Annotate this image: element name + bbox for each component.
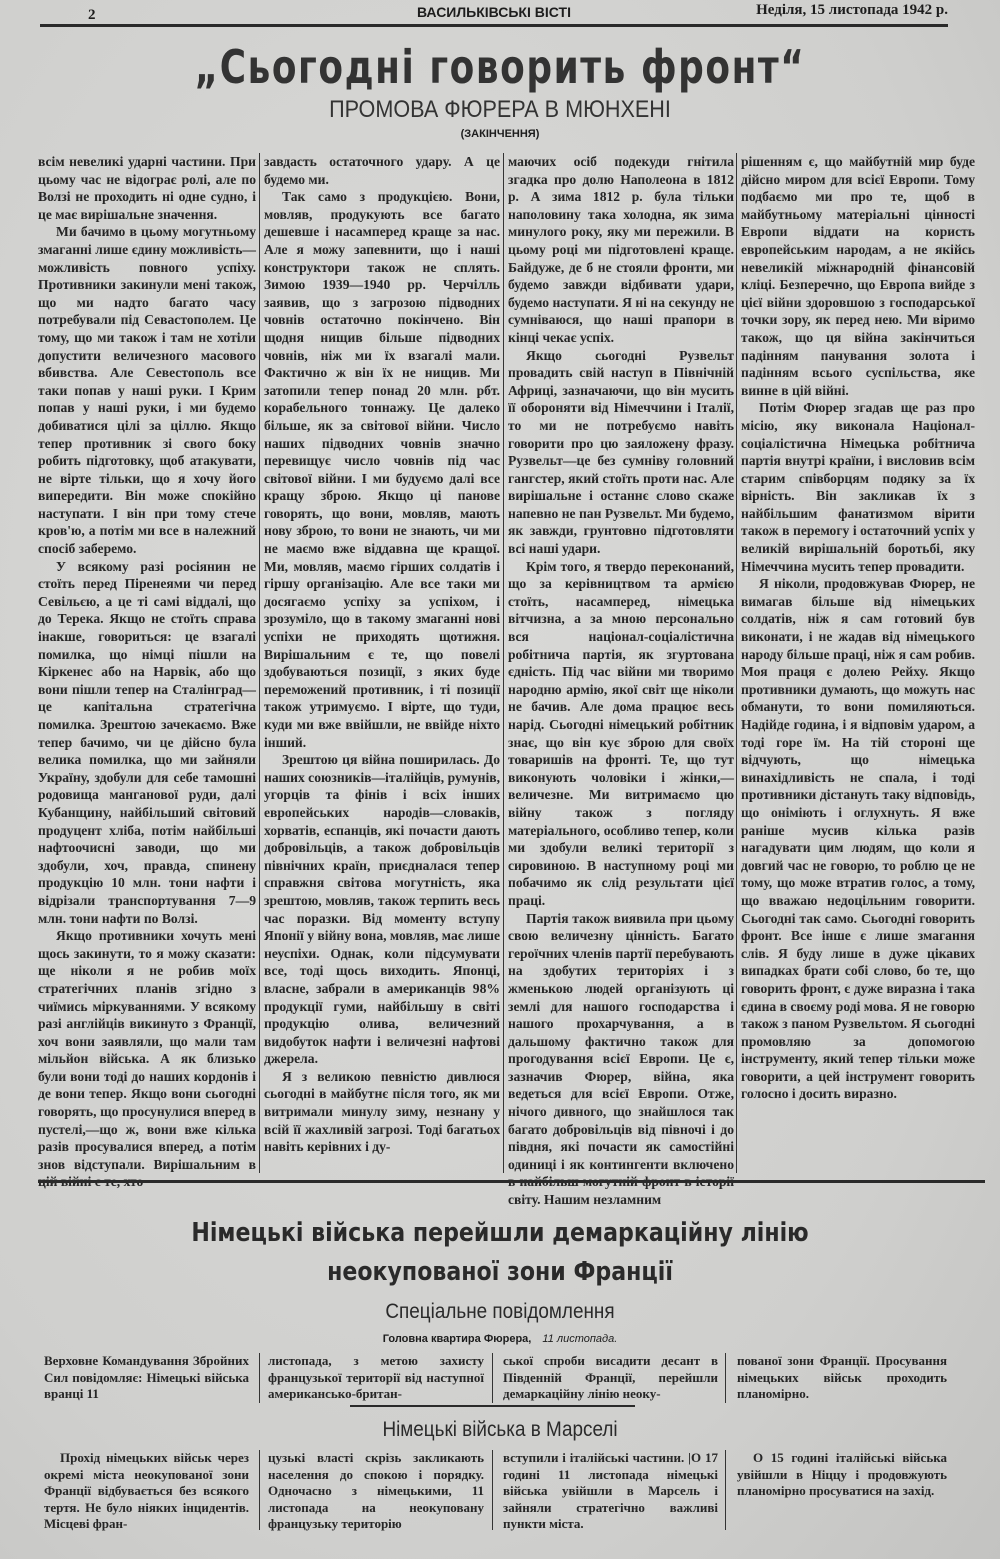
paragraph: рішенням є, що майбутній мир буде дійсно миром для всієї Европи. Тому подбаємо ми про те, щоб в майбутньому матеріальні цінності Европи віддати на користь европейським народам, а не якійсь невеликій міжнародній фінансовій кліці. Безперечно, що Европа вийде з цієї війни здоровшою з господарської точки зору, як перед нею. Ми віримо також, що ця війна закінчиться падінням панування золота і падінням всього суспільства, яке винне в цій війні. [741, 154, 975, 398]
paragraph: О 15 годині італійські війська увійшли в Ніццу і продовжують планомірно просуватися на захід. [737, 1450, 947, 1498]
paragraph: Я ніколи, продовжував Фюрер, не вимагав більше від німецьких солдатів, ніж я сам готовий був виконати, і не жадав від німецького народу більше праці, ніж я сам робив. Моя праця є долею Рейху. Якщо противники думають, що можуть нас обманути, то вони помиляються. Надійде година, і я відповім ударом, а тоді горе їм. На тій стороні ще відчують, що німецька винахідливість не спала, і тоді противники дістануть таку відповідь, що оніміють і оглухнуть. Я вже раніше мусив кілька разів нагадувати цим людям, що коли я довгий час не говорю, то роблю це не тому, що може втратив голос, а тому, що вважаю недоцільним говорити. Сьогодні так само. Сьогодні говорить фронт. Все інше є лише змагання слів. Я буду лише в дуже цікавих випадках брати собі слово, бо те, що говорить фронт, є дуже виразна і така єдина в своєму роді мова. Я не говорю також з паном Рузвельтом. Я сьогодні промовляю за допомогою інструменту, який тепер тільки може говорити, а цей інструмент говорить голосно і досить виразно. [741, 576, 976, 1102]
report-column-2 [268, 1353, 484, 1403]
continuation-note: (ЗАКІНЧЕННЯ) [460, 128, 540, 140]
section-divider [38, 1180, 985, 1183]
paragraph: Верховне Командування Збройних Сил повідомляє: Німецькі війська вранці 11 [44, 1353, 249, 1401]
column-divider [492, 1353, 493, 1403]
paragraph: вступили і італійські частини. |О 17 годині 11 листопада німецькі війська увійшли в Марсель і зайняли стратегічно важливі пункти міста. [503, 1450, 718, 1531]
second-headline-line-2: неокупованої зони Франції [327, 1257, 673, 1287]
article-column-2 [264, 153, 500, 1178]
paragraph: Потім Фюрер згадав ще раз про місію, яку виконала Націонал-соціалістична Німецька робітнича партія внутрі країни, і висловив всім старим співборцям подяку за їх вірність. Він закликав їх з найбільшим фанатизмом вірити також в перемогу і остаточний успіх у великій вирішальній боротьбі, яку Німеччина мусить тепер провадити. [741, 400, 975, 574]
page-number: 2 [88, 7, 96, 23]
paragraph: ської спроби висадити десант в Південній Франції, перейшли демаркаційну лінію неоку- [503, 1353, 718, 1401]
paragraph: У всякому разі росіянин не стоїть перед Піренеями чи перед Севільєю, а це ті самі віддалі, що до Терека. Якщо не стоїть справа інакше, говориться: це взагалі помилка, що німці пішли на Кіркенес або на Нарвік, або що вони пішли тепер на Сталінград—це капітальна стратегічна помилка. Зрештою зачекаємо. Вже тепер бачимо, чи це дійсно була велика помилка, що ми зайняли Україну, здобули для себе тамошні родовища манганової руди, далі Кубанщину, найбільший світовий продуцент хліба, потім найбільші нафтоочисні заводи, що ми здобули, хоч, правда, спинену продукцію 10 млн. тони нафти і відрізали транспортування 7—9 млн. тони нафти по Волзі. [38, 558, 256, 926]
dateline [0, 1333, 1000, 1345]
article-column-4 [741, 153, 975, 1178]
paragraph: Зрештою ця війна поширилась. До наших союзників—італійців, румунів, угорців та фінів і всіх інших европейських народів—словаків, хорватів, еспанців, які почасти дають добровільців, а також добровільців північних країн, приєдналася тепер справжня світова могутність, яка зрештою, мовляв, також терпить весь час поразки. Від моменту вступу Японії у війну вона, мовляв, має лише неуспіхи. Однак, коли підсумувати все, тоді щось виходить. Японці, власне, забрали в американців 98% продукції гуми, найбільшу в світі продукцію олива, величезний видобуток нафти і величезні нафтові джерела. [264, 752, 500, 1067]
dateline-place: Головна квартира Фюрера, [382, 1333, 532, 1345]
paragraph: Я з великою певністю дивлюся сьогодні в майбутнє після того, як ми витримали минулу зиму, незнану у всій її жахливій загрозі. Тоді багатьох навіть керівних і ду- [264, 1068, 500, 1155]
paragraph: Так само з продукцією. Вони, мовляв, продукують все багато дешевше і насамперед краще за нас. Але я можу запевнити, що і наші конструктори також не сплять. Зимою 1939—1940 рр. Черчілль заявив, що з загрозою підводних човнів остаточно покінчено. Він щодня нищив більше підводних човнів, ніж ми їх взагалі мали. Фактично ж він їх не нищив. Ми затопили тепер понад 20 млн. рбт. корабельного тоннажу. Це далеко більше, як за світової війни. Число наших підводних човнів значно перевищує число човнів під час світової війни. І ми будуємо далі все кращу зброю. Якщо ці панове говорять, що вони, мовляв, мають нову зброю, то вони не знають, чи ми не маємо вже віддавна ще кращої. Ми, мовляв, маємо гірших солдатів і гіршу організацію. Але все таки ми досягаємо успіху за успіхом, і зрозуміло, що в такому змаганні нові успіхи не приходять щотижня. Вирішальним є те, що повелі здобуваються позиції, з яких буде переможений противник, і ті позиції також утримуємо. І вірте, що туди, куди ми вже ввійшли, не ввійде ніхто інший. [264, 189, 500, 750]
second-headline-line-1: Німецькі війська перейшли демаркаційну лінію [191, 1218, 809, 1248]
paragraph: Якщо сьогодні Рузвельт провадить свій наступ в Північній Африці, зазначаючи, що він мусить її обороняти від Німеччини і Італії, то ми не потребуємо навіть говорити про цю заяложену фразу. Рузвельт—це без сумніву головний гангстер, який стоїть проти нас. Але вирішальне і останнє слово скаже напевно не пан Рузвельт. Ми будемо, як завжди, грунтовно підготовляти всі наші удари. [508, 347, 734, 557]
column-divider [259, 1353, 260, 1403]
article-subheadline: ПРОМОВА ФЮРЕРА В МЮНХЕНІ [329, 96, 671, 123]
article-body [0, 153, 1000, 1208]
paragraph: цузькі власті скрізь закликають населення до спокою і порядку. Одночасно з німецькими, 11 листопада на неокуповану французьку територію [268, 1450, 484, 1531]
paragraph: Ми бачимо в цьому могутньому змаганні лише єдину можливість—можливість повного успіху. Противники закинули мені також, що ми надто багато часу потребували під Севастополем. Це тому, що ми також і там не хотіли допустити величезного масового вбивства. Але Севестополь все таки попав у наші руки. І Крим попав у наші руки, і ми будемо добиватися цілі за ціллю. Якщо тепер противник зі свого боку робить підготовку, щоб атакувати, не вірте тільки, що я хочу його випередити. Він може спокійно наступати. І він при тому стече кров'ю, а потім ми все в належний спосіб заберемо. [38, 224, 256, 557]
marseille-column-3 [503, 1450, 718, 1533]
dateline-date: 11 листопада. [542, 1333, 618, 1345]
marseille-headline: Німецькі війська в Марселі [382, 1418, 618, 1441]
paragraph: всім невеликі ударні частини. При цьому час не відограє ролі, але по Волзі не проходить ні одне судно, і це має вирішальне значення. [38, 154, 256, 222]
paragraph: Крім того, я твердо переконаний, що за керівництвом та армією стоїть, насамперед, німецька вітчизна, а за мною персонально вся націонал-соціалістична робітнича партія, як згуртована єдність. Під час війни ми творимо народню армію, якої світ ще ніколи не бачив. Але дома працює весь нарід. Сьогодні німецький робітник знає, що він кує зброю для своїх товаришів на фронті. Те, що тут виконують чоловіки і жінки,—величезне. Ми витримаємо цю війну також з погляду матеріального, особливо тепер, коли ми здобули великі території з сировиною. В наступному році ми побачимо як слід результати цієї праці. [508, 558, 734, 908]
column-divider [503, 153, 504, 1173]
report-column-3 [503, 1353, 718, 1403]
paragraph: завдасть остаточного удару. А це будемо ми. [264, 154, 500, 187]
article-column-1 [38, 153, 256, 1178]
column-divider [725, 1450, 726, 1530]
special-report-heading: Спеціальне повідомлення [385, 1300, 615, 1323]
report-column-4 [737, 1353, 947, 1403]
marseille-column-4 [737, 1450, 947, 1500]
paragraph: Прохід німецьких військ через окремі міста неокупованої зони Франції відбувається без всякого тертя. Не було ніяких інцидентів. Місцеві фран- [44, 1450, 249, 1531]
column-divider [736, 153, 737, 1173]
column-divider [492, 1450, 493, 1530]
paragraph: Партія також виявила при цьому свою величезну цінність. Багато героїчних членів партії перебувають на здобутих територіях і з жменькою людей організують ці землі для нашого господарства і нашого прохарчування, а в дальшому фактично також для прогодування всієї Европи. Це є, зазначив Фюрер, війна, яка ведеться для всієї Европи. Отже, нічого дивного, що знайшлося так багато добровільців від півночі і до півдня, які почасти як самостійні одиниці і як контингенти включено світу. Нашим незламним [508, 910, 734, 1208]
section-divider [350, 1405, 635, 1407]
article-column-3 [508, 153, 734, 1208]
marseille-column-2 [268, 1450, 484, 1533]
column-divider [259, 1450, 260, 1530]
masthead [40, 2, 948, 27]
paragraph: пованої зони Франції. Просування німецьких військ проходить планомірно. [737, 1353, 947, 1401]
marseille-column-1 [44, 1450, 249, 1533]
issue-date: Неділя, 15 листопада 1942 р. [756, 2, 948, 18]
report-column-1 [44, 1353, 249, 1403]
paragraph: маючих осіб подекуди гнітила згадка про долю Наполеона в 1812 р. А зима 1812 р. була тільки наполовину така холодна, як зима минулого року, яку ми пережили. В цьому році ми підготовлені краще. Байдуже, де б не стояли фронти, ми будемо завжди відбивати удари, будемо наступати. Я ні на секунду не сумніваюся, що наші прапори в кінці чекає успіх. [508, 154, 734, 345]
column-divider [725, 1353, 726, 1403]
article-headline: „Сьогодні говорить фронт“ [194, 40, 806, 94]
paragraph: Якщо противники хочуть мені щось закинути, то я можу сказати: ще ніколи я не робив моїх стратегічних планів згідно з чиїмись міркуваннями. У всякому разі англійців викинуто з Франції, хоч вони заявляли, що мали там мільйон війська. А як близько були вони тоді до наших кордонів і де вони тепер. Якщо вони сьогодні говорять, що просунулися вперед в пустелі,—що ж, вони вже кілька разів просувалися вперед, а потім знов відступали. Вирішальним в [38, 928, 256, 1172]
newspaper-name: ВАСИЛЬКІВСЬКІ ВІСТІ [417, 4, 571, 20]
column-divider [259, 153, 260, 1173]
paragraph: листопада, з метою захисту французької території від наступної американсько-британ- [268, 1353, 484, 1401]
